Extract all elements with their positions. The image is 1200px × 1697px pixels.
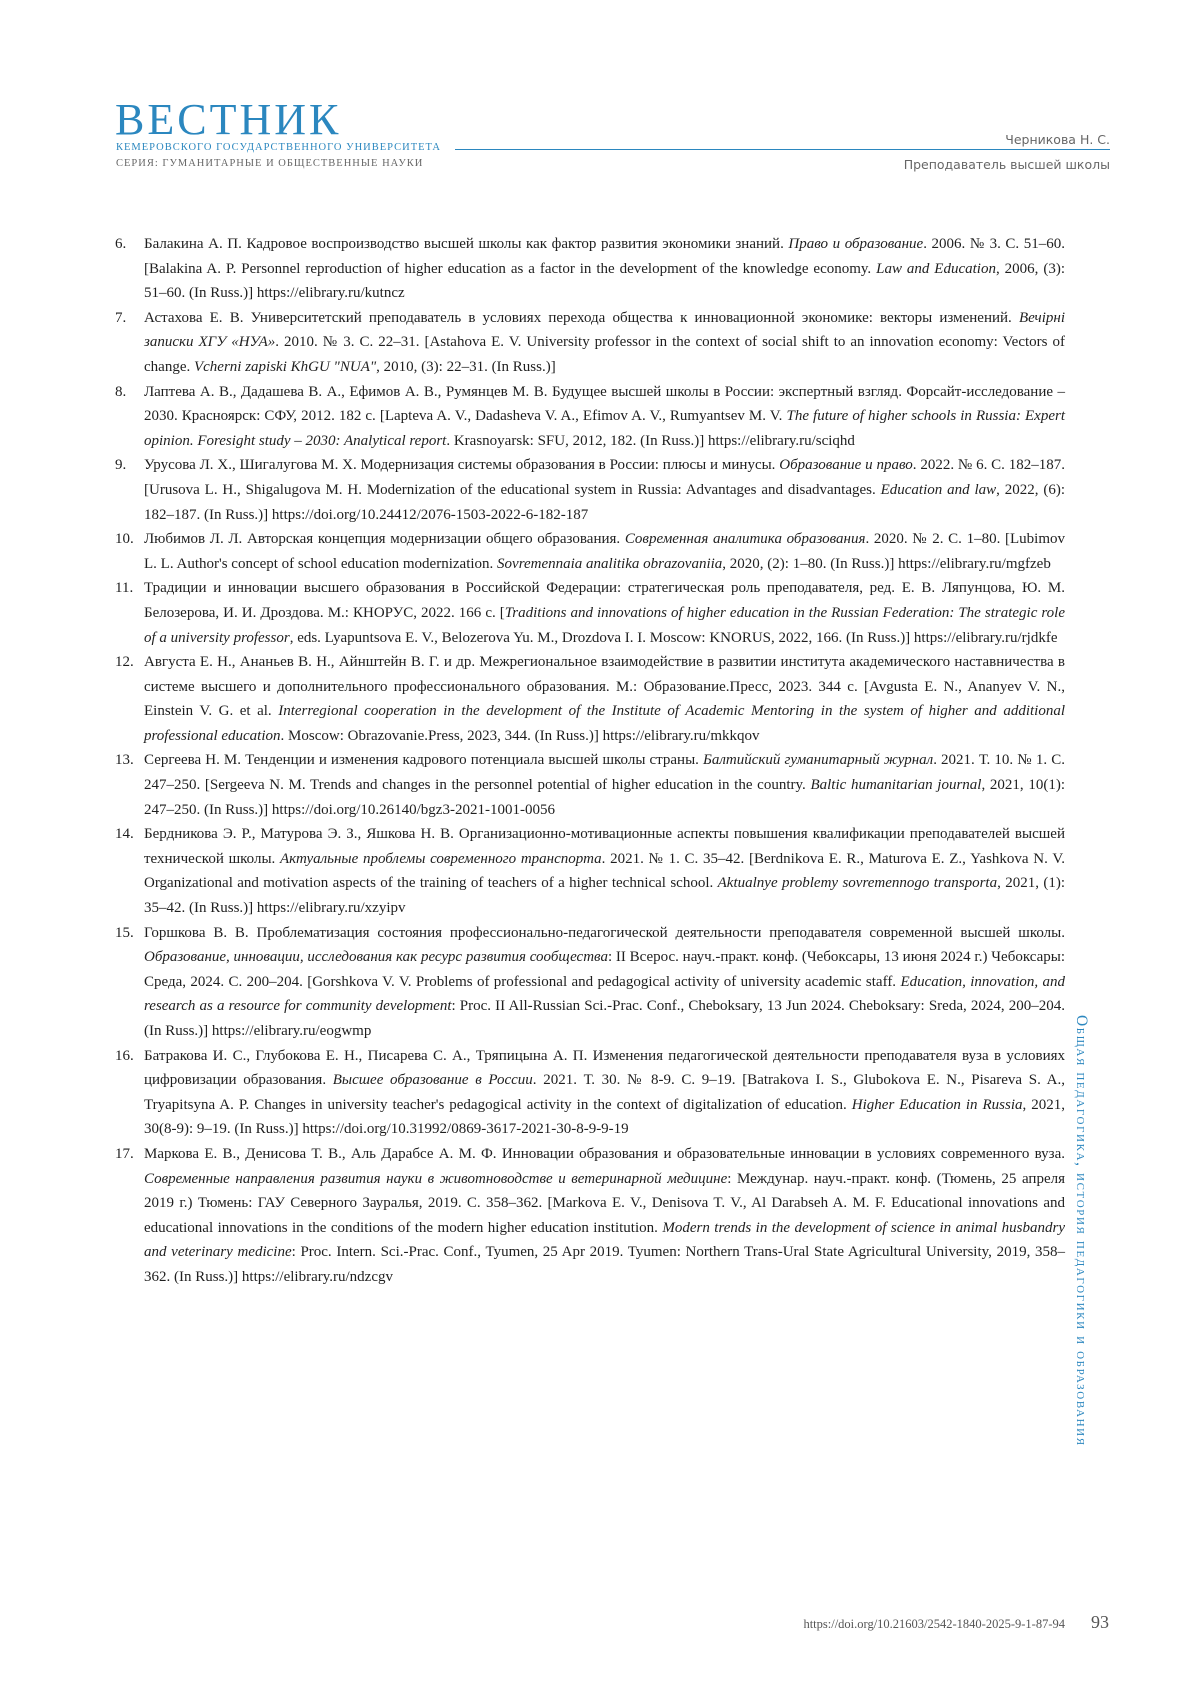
reference-text: Урусова Л. Х., Шигалугова М. Х. Модернизация системы образования в России: плюсы и минусы.	[144, 457, 780, 474]
reference-text: , eds. Lyapuntsova E. V., Belozerova Yu. M., Drozdova I. I. Moscow: KNORUS, 2022, 166. (In Russ.)] https://elibrary.ru/rjdkfe	[289, 629, 1058, 646]
reference-text: , 2021, (1): 35–42. (In Russ.)] https://elibrary.ru/xzyipv	[144, 875, 1065, 917]
reference-source-title: Higher Education in Russia	[851, 1096, 1023, 1113]
journal-subtitle: КЕМЕРОВСКОГО ГОСУДАРСТВЕННОГО УНИВЕРСИТЕТА	[116, 142, 442, 153]
reference-text: . Krasnoyarsk: SFU, 2012, 182. (In Russ.)] https://elibrary.ru/sciqhd	[446, 432, 855, 449]
reference-item	[115, 232, 1065, 306]
reference-text: Батракова И. С., Глубокова Е. Н., Писарева С. А., Тряпицына А. П. Изменения педагогической деятельности преподавателя вуза в условиях цифровизации образования.	[144, 1047, 1065, 1089]
reference-source-title: Modern trends in the development of science in animal husbandry and veterinary medicine	[144, 1219, 1066, 1261]
reference-source-title: Aktualnye problemy sovremennogo transporta	[717, 875, 998, 892]
reference-source-title: Sovremennaia analitika obrazovaniia	[497, 555, 723, 572]
reference-number: 13.	[115, 752, 134, 769]
reference-source-title: Baltic humanitarian journal	[810, 777, 982, 794]
reference-text: Лаптева А. В., Дадашева В. А., Ефимов А. В., Румянцев М. В. Будущее высшей школы в России: экспертный взгляд. Форсайт-исследование – 2030. Красноярск: СФУ, 2012. 182 с. [Lapteva A. V., Dadasheva V. A., Efimov A. V., Rumyantsev M. V.	[144, 383, 1065, 425]
reference-source-title: Образование, инновации, исследования как ресурс развития сообщества	[144, 949, 608, 966]
reference-text: : II Всерос. науч.-практ. конф. (Чебоксары, 13 июня 2024 г.) Чебоксары: Среда, 2024. С. 200–204. [Gorshkova V. V. Problems of professional and pedagogical activity of university academic staff.	[144, 949, 1065, 990]
reference-number: 11.	[115, 580, 134, 597]
reference-source-title: The future of higher schools in Russia: Expert opinion. Foresight study – 2030: Analytical report	[144, 408, 1065, 449]
reference-number: 6.	[115, 236, 127, 252]
reference-item	[115, 306, 1065, 380]
reference-source-title: Актуальные проблемы современного транспорта	[280, 850, 602, 867]
footer-doi-link[interactable]: https://doi.org/10.21603/2542-1840-2025-9-1-87-94	[803, 1617, 1065, 1631]
reference-item	[115, 1044, 1065, 1142]
reference-text: , 2021, 30(8-9): 9–19. (In Russ.)] https://doi.org/10.31992/0869-3617-2021-30-8-9-9-19	[144, 1096, 1066, 1138]
reference-item	[115, 650, 1065, 748]
reference-source-title: Высшее образование в России	[332, 1072, 533, 1089]
page-header	[0, 0, 1200, 180]
reference-number: 15.	[115, 924, 134, 941]
reference-text: : Proc. II All-Russian Sci.-Prac. Conf., Cheboksary, 13 Jun 2024. Cheboksary: Sreda, 2024, 200–204. (In Russ.)] https://elibrary.ru/eogwmp	[144, 998, 1065, 1039]
reference-text: Балакина А. П. Кадровое воспроизводство высшей школы как фактор развития экономики знаний.	[144, 236, 789, 252]
reference-source-title: Балтийский гуманитарный журнал	[703, 752, 934, 769]
reference-number: 17.	[115, 1145, 134, 1162]
reference-source-title: Образование и право	[779, 457, 913, 474]
reference-number: 14.	[115, 826, 134, 843]
reference-number: 10.	[115, 531, 134, 548]
running-head-title: Преподаватель высшей школы	[903, 157, 1110, 172]
reference-source-title: Современные направления развития науки в животноводстве и ветеринарной медицине	[144, 1170, 728, 1187]
reference-text: Сергеева Н. М. Тенденции и изменения кадрового потенциала высшей школы страны.	[144, 752, 703, 769]
reference-text: Астахова Е. В. Университетский преподаватель в условиях перехода общества к инновационной экономике: векторы изменений.	[144, 309, 1019, 326]
reference-text: , 2010, (3): 22–31. (In Russ.)]	[376, 358, 556, 375]
running-head-author: Черникова Н. С.	[1005, 132, 1110, 147]
reference-list	[115, 232, 1065, 1290]
reference-text: Традиции и инновации высшего образования в Российской Федерации: стратегическая роль преподавателя, ред. Е. В. Ляпунцова, Ю. М. Белозерова, И. И. Дроздова. М.: КНОРУС, 2022. 166 с. [	[144, 580, 1065, 621]
reference-text: . 2010. № 3. С. 22–31. [Astahova E. V. University professor in the context of social shift to an innovation economy: Vectors of change.	[144, 334, 1065, 375]
reference-source-title: Право и образование	[788, 236, 924, 252]
journal-series: СЕРИЯ: ГУМАНИТАРНЫЕ И ОБЩЕСТВЕННЫЕ НАУКИ	[116, 158, 424, 169]
reference-number: 7.	[115, 309, 127, 326]
reference-item	[115, 527, 1065, 576]
reference-text: Августа Е. Н., Ананьев В. Н., Айнштейн В. Г. и др. Межрегиональное взаимодействие в развитии института академического наставничества в системе высшего и дополнительного профессионального образования. М.: Образование.Пресс, 2023. 344 с. [Avgusta E. N., Ananyev V. N., Einstein V. G. et al.	[144, 654, 1065, 720]
reference-item	[115, 1142, 1065, 1290]
reference-text: : Proc. Intern. Sci.-Prac. Conf., Tyumen, 25 Apr 2019. Tyumen: Northern Trans-Ural State Agricultural University, 2019, 358–362. (In Russ.)] https://elibrary.ru/ndzcgv	[144, 1244, 1065, 1285]
reference-text: . 2021. № 1. С. 35–42. [Berdnikova E. R., Maturova E. Z., Yashkova N. V. Organizational and motivation aspects of the training of teachers of a higher technical school.	[144, 850, 1065, 892]
reference-item	[115, 748, 1065, 822]
reference-source-title: Interregional cooperation in the development of the Institute of Academic Mentoring in the system of higher and additional professional education	[144, 703, 1065, 744]
reference-item	[115, 453, 1065, 527]
reference-source-title: Education, innovation, and research as a resource for community development	[144, 973, 1065, 1015]
reference-source-title: Vcherni zapiski KhGU "NUA"	[193, 358, 377, 375]
header-divider	[455, 149, 1110, 150]
reference-number: 12.	[115, 654, 134, 671]
reference-text: Любимов Л. Л. Авторская концепция модернизации общего образования.	[144, 531, 625, 548]
reference-text: . 2006. № 3. С. 51–60. [Balakina A. P. Personnel reproduction of higher education as a factor in the development of the knowledge economy.	[144, 236, 1065, 277]
reference-text: . 2020. № 2. С. 1–80. [Lubimov L. L. Author's concept of school education modernization.	[144, 531, 1065, 572]
journal-title: ВЕСТНИК	[115, 95, 342, 144]
reference-number: 9.	[115, 457, 127, 474]
reference-text: , 2022, (6): 182–187. (In Russ.)] https://doi.org/10.24412/2076-1503-2022-6-182-187	[144, 481, 1065, 523]
reference-text: . 2021. Т. 30. № 8-9. С. 9–19. [Batrakova I. S., Glubokova E. N., Pisareva S. A., Tryapitsyna A. P. Changes in university teacher's pedagogical activity in the context of digitalization of education.	[144, 1072, 1065, 1113]
reference-source-title: Law and Education	[876, 260, 996, 277]
reference-text: , 2006, (3): 51–60. (In Russ.)] https://elibrary.ru/kutncz	[144, 260, 1065, 302]
reference-source-title: Современная аналитика образования	[624, 531, 866, 548]
reference-text: Бердникова Э. Р., Матурова Э. З., Яшкова Н. В. Организационно-мотивационные аспекты повышения квалификации преподавателей высшей технической школы.	[144, 826, 1065, 867]
reference-item	[115, 576, 1065, 650]
reference-number: 16.	[115, 1047, 134, 1064]
reference-item	[115, 380, 1065, 454]
reference-text: . Moscow: Obrazovanie.Press, 2023, 344. (In Russ.)] https://elibrary.ru/mkkqov	[280, 727, 760, 744]
page-number: 93	[1091, 1612, 1109, 1632]
reference-number: 8.	[115, 383, 127, 400]
reference-text: Маркова Е. В., Денисова Т. В., Аль Дарабсе А. М. Ф. Инновации образования и образовательные инновации в условиях современного вуза.	[144, 1145, 1065, 1162]
reference-source-title: Traditions and innovations of higher education in the Russian Federation: The strategic role of a university professor	[144, 604, 1065, 646]
reference-text: : Междунар. науч.-практ. конф. (Тюмень, 25 апреля 2019 г.) Тюмень: ГАУ Северного Зауралья, 2019. С. 358–362. [Markova E. V., Denisova T. V., Al Darabseh A. M. F. Educational innovations and educational innovations in the conditions of the modern higher education institution.	[144, 1170, 1065, 1236]
reference-source-title: Вечірні записки ХГУ «НУА»	[144, 309, 1065, 351]
reference-text: . 2021. Т. 10. № 1. С. 247–250. [Sergeeva N. M. Trends and changes in the personnel potential of higher education in the country.	[144, 752, 1065, 794]
reference-source-title: Education and law	[880, 481, 997, 498]
reference-text: , 2021, 10(1): 247–250. (In Russ.)] https://doi.org/10.26140/bgz3-2021-1001-0056	[144, 777, 1065, 818]
reference-item	[115, 921, 1065, 1044]
reference-item	[115, 822, 1065, 920]
reference-text: Горшкова В. В. Проблематизация состояния профессионально-педагогической деятельности преподавателя современной высшей школы.	[144, 924, 1065, 941]
reference-text: . 2022. № 6. С. 182–187. [Urusova L. H., Shigalugova M. H. Modernization of the educational system in Russia: Advantages and disadvantages.	[144, 457, 1065, 498]
reference-text: , 2020, (2): 1–80. (In Russ.)] https://elibrary.ru/mgfzeb	[722, 555, 1051, 572]
section-side-label: Общая педагогика, история педагогики и образования	[1073, 1015, 1090, 1447]
